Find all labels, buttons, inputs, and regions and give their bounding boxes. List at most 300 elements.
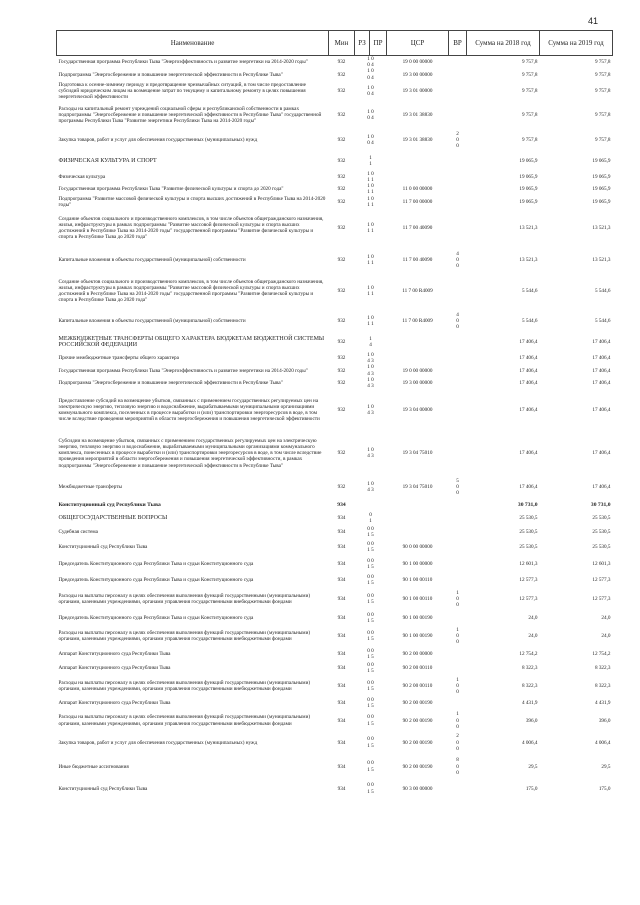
row-name: Подпрограмма "Развитие массовой физической культуры и спорта высших достижений в Республике Тыва на 2014-2020 годы" xyxy=(58,195,326,208)
table-row xyxy=(57,208,613,248)
row-csr xyxy=(387,525,449,539)
row-vr xyxy=(449,101,467,129)
row-min: 934 xyxy=(337,515,346,522)
header-sum-2018: Сумма на 2018 год xyxy=(467,31,540,56)
row-sum-2018: 12 577,3 xyxy=(519,577,538,584)
row-sum-2019: 24,0 xyxy=(601,633,611,640)
row-sum-2018: 5 544,6 xyxy=(521,287,538,294)
table-row xyxy=(57,732,613,754)
row-min: 932 xyxy=(337,287,346,294)
row-rzpr: 1 0 4 3 xyxy=(367,481,374,494)
row-name: Аппарат Конституционного суда Республики Тыва xyxy=(58,665,171,672)
row-min: 932 xyxy=(337,157,346,164)
row-rzpr: 1 0 0 4 xyxy=(367,133,374,146)
row-min: 934 xyxy=(337,651,346,658)
row-rzpr xyxy=(355,499,387,511)
row-sum-2018: 24,0 xyxy=(528,615,538,622)
row-csr xyxy=(387,511,449,525)
row-min: 934 xyxy=(337,615,346,622)
row-sum-2019: 9 757,8 xyxy=(594,87,611,94)
table-row xyxy=(57,780,613,798)
row-sum-2019: 17 406,4 xyxy=(592,407,611,414)
table-header-row xyxy=(57,31,613,56)
row-name: Расходы на выплаты персоналу в целях обеспечения выполнения функций государственными (муниципальными) органами, казенными учреждениями, органами управления государственными внебюджетными фондами xyxy=(58,680,311,693)
row-name: Создание объектов социального и производственного комплексов, в том числе объектов общегражданского назначения, жилья, инфраструктуры в рамках подпрограммы "Развитие массовой физической культуры и спорта высших достижений в Республике Тыва на 2014-2020 годы" государственной программы "Развитие физической культуры и спорта в Республике Тыва до 2020 года" xyxy=(58,215,324,241)
row-min: 934 xyxy=(337,561,346,568)
row-name: Субсидии на возмещение убытков, связанных с применением государственных регулируемых цен на электрическую энергию, тепловую энергию и водоснабжение, вырабатываемыми муниципальными организациями коммунального комплекса, понесенных в процессе выработки и (или) транспортировки энергоресурсов в воде, в том числе вследствие проведения мероприятий в области энергосбережения и повышения энергетической эффективности, в рамках подпрограммы "Энергосбережение и повышение энергетической эффективности в Республике Тыва" xyxy=(58,437,322,469)
row-name: Расходы на выплаты персоналу в целях обеспечения выполнения функций государственными (муниципальными) органами, казенными учреждениями, органами управления государственными внебюджетными фондами xyxy=(58,714,311,727)
row-sum-2019: 30 731,0 xyxy=(590,502,611,509)
row-vr: 4 0 0 xyxy=(456,311,459,331)
row-sum-2018: 9 757,8 xyxy=(521,136,538,143)
table-row xyxy=(57,587,613,611)
row-sum-2018: 25 530,5 xyxy=(519,529,538,536)
row-csr: 11 7 00 40090 xyxy=(402,224,433,231)
row-name: Председатель Конституционного суда Республики Тыва и судьи Конституционного суда xyxy=(58,561,254,568)
row-vr: 5 0 0 xyxy=(456,477,459,497)
row-sum-2018: 13 521,3 xyxy=(519,256,538,263)
row-name: ФИЗИЧЕСКАЯ КУЛЬТУРА И СПОРТ xyxy=(58,157,157,164)
header-csr: ЦСР xyxy=(387,31,449,56)
row-vr xyxy=(449,539,467,555)
row-rzpr: 0 1 xyxy=(369,512,372,525)
row-sum-2019: 396,0 xyxy=(598,717,611,724)
row-rzpr: 0 0 1 5 xyxy=(367,736,374,749)
row-sum-2019: 4 431,9 xyxy=(594,700,611,707)
row-vr xyxy=(449,431,467,475)
row-csr: 90 2 00 00190 xyxy=(402,739,433,746)
row-name: Предоставление субсидий на возмещение убытков, связанных с применением государственных регулируемых цен на электрическую энергию, тепловую энергию и водоснабжение, вырабатываемыми муниципальными организациями коммунального комплекса, поселенных в процессе выработки и (или) транспортировки энергоресурсов в воде, в том числе вследствие проведения мероприятий в области энергосбережения и повышения энергетической эффективности xyxy=(58,397,320,423)
row-sum-2018: 9 757,8 xyxy=(521,111,538,118)
row-sum-2019: 17 406,4 xyxy=(592,450,611,457)
row-csr xyxy=(387,499,449,511)
row-name: Государственная программа Республики Тыва "Энергоэффективность и развитие энергетики на 2014-2020 годы" xyxy=(58,59,308,66)
header-name: Наименование xyxy=(57,31,329,56)
row-csr: 19 3 00 00000 xyxy=(402,71,433,78)
row-name: Конституционный суд Республики Тыва xyxy=(58,785,148,792)
row-sum-2019: 4 006,4 xyxy=(594,739,611,746)
row-sum-2018: 12 577,3 xyxy=(519,596,538,603)
table-row xyxy=(57,171,613,183)
row-sum-2018: 9 757,8 xyxy=(521,87,538,94)
row-name: Межбюджетные трансферты xyxy=(58,484,123,491)
row-min: 932 xyxy=(337,407,346,414)
row-sum-2019: 25 530,5 xyxy=(592,515,611,522)
row-rzpr: 1 0 0 4 xyxy=(367,68,374,81)
row-csr: 90 2 00 00190 xyxy=(402,763,433,770)
row-sum-2018: 12 754,2 xyxy=(519,651,538,658)
table-row xyxy=(57,647,613,661)
table-row xyxy=(57,56,613,69)
row-sum-2018: 4 431,9 xyxy=(521,700,538,707)
row-vr: 4 0 0 xyxy=(456,250,459,270)
row-sum-2018: 8 322,3 xyxy=(521,683,538,690)
row-min: 934 xyxy=(337,763,346,770)
row-sum-2019: 17 406,4 xyxy=(592,484,611,491)
row-min: 934 xyxy=(337,683,346,690)
row-name: Аппарат Конституционного суда Республики Тыва xyxy=(58,651,171,658)
row-sum-2018: 9 757,8 xyxy=(521,71,538,78)
row-rzpr: 0 0 1 5 xyxy=(367,541,374,554)
row-min: 934 xyxy=(337,717,346,724)
row-min: 932 xyxy=(337,59,346,66)
row-csr: 11 7 00 40090 xyxy=(402,256,433,263)
row-rzpr: 1 0 1 1 xyxy=(367,195,374,208)
row-rzpr: 1 0 1 1 xyxy=(367,253,374,267)
table-row xyxy=(57,332,613,352)
row-csr: 90 1 00 00190 xyxy=(402,615,433,622)
row-sum-2018: 17 406,4 xyxy=(519,379,538,386)
row-rzpr: 0 0 1 5 xyxy=(367,593,374,606)
row-vr xyxy=(449,171,467,183)
table-row xyxy=(57,183,613,195)
table-row xyxy=(57,151,613,171)
row-csr xyxy=(387,171,449,183)
row-rzpr: 0 0 1 5 xyxy=(367,574,374,587)
row-sum-2018: 30 731,0 xyxy=(517,502,538,509)
row-sum-2018: 29,5 xyxy=(528,763,538,770)
table-row xyxy=(57,310,613,332)
row-sum-2018: 8 322,3 xyxy=(521,665,538,672)
row-name: Судебная система xyxy=(58,529,98,536)
row-vr xyxy=(449,208,467,248)
row-csr: 19 3 04 75010 xyxy=(402,450,433,457)
row-csr xyxy=(387,352,449,364)
row-sum-2019: 8 322,3 xyxy=(594,665,611,672)
row-csr: 90 1 00 00190 xyxy=(402,633,433,640)
header-vr: ВР xyxy=(449,31,467,56)
row-min: 932 xyxy=(337,71,346,78)
row-min: 932 xyxy=(337,338,346,345)
row-csr: 19 3 04 75010 xyxy=(402,484,433,491)
row-sum-2019: 8 322,3 xyxy=(594,683,611,690)
row-csr: 90 2 00 00190 xyxy=(402,717,433,724)
row-rzpr: 0 0 1 5 xyxy=(367,714,374,727)
row-csr: 90 1 00 00110 xyxy=(402,596,433,603)
row-vr xyxy=(449,780,467,798)
row-csr: 19 3 04 00000 xyxy=(402,407,433,414)
row-csr: 90 1 00 00110 xyxy=(402,577,433,584)
row-name: Капитальные вложения в объекты государственной (муниципальной) собственности xyxy=(58,256,246,263)
row-rzpr: 0 0 1 5 xyxy=(367,526,374,539)
row-vr: 2 0 0 xyxy=(456,733,459,752)
row-sum-2019: 12 601,3 xyxy=(592,561,611,568)
row-sum-2019: 12 577,3 xyxy=(592,596,611,603)
row-sum-2018: 17 406,4 xyxy=(519,407,538,414)
row-rzpr: 1 0 1 1 xyxy=(367,314,374,328)
row-vr xyxy=(449,499,467,511)
row-sum-2018: 25 530,5 xyxy=(519,515,538,522)
row-csr: 11 7 00 R4009 xyxy=(402,287,433,294)
row-min: 934 xyxy=(337,544,346,551)
row-sum-2019: 9 757,8 xyxy=(594,111,611,118)
row-sum-2019: 25 530,5 xyxy=(592,544,611,551)
row-csr: 11 0 00 00000 xyxy=(402,186,433,193)
header-sum-2019: Сумма на 2019 год xyxy=(540,31,613,56)
row-name: Конституционный суд Республики Тыва xyxy=(58,502,161,509)
row-min: 932 xyxy=(337,173,346,180)
row-vr xyxy=(449,697,467,709)
row-csr xyxy=(387,332,449,352)
row-min: 932 xyxy=(337,111,346,118)
row-sum-2018: 12 601,3 xyxy=(519,561,538,568)
row-vr xyxy=(449,196,467,208)
row-sum-2018: 17 406,4 xyxy=(519,484,538,491)
row-rzpr: 1 0 0 4 xyxy=(367,84,374,97)
row-vr xyxy=(449,272,467,310)
row-name: ОБЩЕГОСУДАРСТВЕННЫЕ ВОПРОСЫ xyxy=(58,515,168,522)
row-sum-2018: 19 065,9 xyxy=(519,186,538,193)
row-rzpr: 0 0 1 5 xyxy=(367,662,374,675)
table-row xyxy=(57,555,613,573)
row-sum-2018: 396,0 xyxy=(525,717,538,724)
row-vr xyxy=(449,573,467,587)
row-name: Государственная программа Республики Тыва "Энергоэффективность и развитие энергетики на 2014-2020 годы" xyxy=(58,367,308,374)
row-csr: 90 2 00 00000 xyxy=(402,651,433,658)
row-vr xyxy=(449,525,467,539)
row-min: 932 xyxy=(337,186,346,193)
row-vr xyxy=(449,68,467,80)
header-min: Мин xyxy=(329,31,355,56)
row-min: 934 xyxy=(337,502,346,509)
row-min: 934 xyxy=(337,665,346,672)
row-vr: 2 0 0 xyxy=(456,130,459,149)
row-min: 934 xyxy=(337,633,346,640)
row-sum-2019: 19 065,9 xyxy=(592,198,611,205)
row-csr: 19 0 00 00000 xyxy=(402,59,433,66)
row-rzpr: 1 1 xyxy=(369,154,372,167)
row-sum-2018: 17 406,4 xyxy=(519,450,538,457)
row-min: 934 xyxy=(337,529,346,536)
row-sum-2018: 17 406,4 xyxy=(519,367,538,374)
row-csr: 19 3 01 00000 xyxy=(402,87,433,94)
table-row xyxy=(57,697,613,709)
row-rzpr: 1 0 0 4 xyxy=(367,56,374,69)
row-vr xyxy=(449,352,467,364)
row-csr: 11 7 00 R4009 xyxy=(402,317,433,324)
row-sum-2018: 19 065,9 xyxy=(519,157,538,164)
row-sum-2018: 175,0 xyxy=(525,785,538,792)
row-min: 932 xyxy=(337,484,346,491)
row-sum-2019: 17 406,4 xyxy=(592,338,611,345)
row-min: 932 xyxy=(337,317,346,324)
page-number: 41 xyxy=(587,16,598,26)
row-csr xyxy=(387,151,449,171)
row-vr xyxy=(449,647,467,661)
row-sum-2019: 19 065,9 xyxy=(592,186,611,193)
row-rzpr: 1 0 4 3 xyxy=(367,352,374,365)
row-vr xyxy=(449,56,467,69)
row-vr xyxy=(449,389,467,431)
row-rzpr: 0 0 1 5 xyxy=(367,630,374,643)
row-vr xyxy=(449,511,467,525)
row-name: Закупка товаров, работ и услуг для обеспечения государственных (муниципальных) нужд xyxy=(58,136,258,143)
row-rzpr: 1 0 4 3 xyxy=(367,376,374,390)
row-sum-2018: 25 530,5 xyxy=(519,544,538,551)
row-vr: 1 0 0 xyxy=(456,626,459,646)
row-sum-2019: 17 406,4 xyxy=(592,355,611,362)
row-csr: 19 3 00 00000 xyxy=(402,379,433,386)
table-row xyxy=(57,499,613,511)
row-csr: 19 3 01 38830 xyxy=(402,111,433,118)
row-sum-2019: 17 406,4 xyxy=(592,379,611,386)
row-rzpr: 1 0 1 1 xyxy=(367,183,374,196)
table-row xyxy=(57,573,613,587)
row-min: 932 xyxy=(337,379,346,386)
row-sum-2018: 17 406,4 xyxy=(519,338,538,345)
row-sum-2019: 9 757,8 xyxy=(594,136,611,143)
table-row xyxy=(57,248,613,272)
row-sum-2018: 13 521,3 xyxy=(519,224,538,231)
row-rzpr: 1 0 4 3 xyxy=(367,447,374,460)
row-name: Расходы на выплаты персоналу в целях обеспечения выполнения функций государственными (муниципальными) органами, казенными учреждениями, органами управления государственными внебюджетными фондами xyxy=(58,593,311,606)
header-pr: ПР xyxy=(370,31,387,56)
row-rzpr: 0 0 1 5 xyxy=(367,782,374,795)
table-body xyxy=(57,56,613,798)
row-csr: 11 7 00 00000 xyxy=(402,198,433,205)
row-sum-2019: 17 406,4 xyxy=(592,367,611,374)
row-sum-2018: 9 757,8 xyxy=(521,59,538,66)
row-min: 932 xyxy=(337,256,346,263)
row-sum-2019: 13 521,3 xyxy=(592,224,611,231)
row-sum-2019: 12 577,3 xyxy=(592,577,611,584)
row-sum-2019: 19 065,9 xyxy=(592,157,611,164)
table-row xyxy=(57,431,613,475)
row-vr: 1 0 0 xyxy=(456,711,459,730)
row-name: Государственная программа Республики Тыва "Развитие физической культуры и спорта до 2020 года" xyxy=(58,186,284,193)
row-rzpr: 0 0 1 5 xyxy=(367,558,374,571)
row-min: 932 xyxy=(337,224,346,231)
row-sum-2018: 19 065,9 xyxy=(519,198,538,205)
row-min: 932 xyxy=(337,136,346,143)
row-min: 934 xyxy=(337,785,346,792)
table-row xyxy=(57,475,613,499)
row-min: 934 xyxy=(337,739,346,746)
row-rzpr: 1 0 4 3 xyxy=(367,364,374,377)
row-sum-2019: 175,0 xyxy=(598,785,611,792)
table-row xyxy=(57,675,613,697)
row-sum-2019: 25 530,5 xyxy=(592,529,611,536)
row-name: МЕЖБЮДЖЕТНЫЕ ТРАНСФЕРТЫ ОБЩЕГО ХАРАКТЕРА БЮДЖЕТАМ БЮДЖЕТНОЙ СИСТЕМЫ РОССИЙСКОЙ ФЕДЕРАЦИИ xyxy=(58,335,325,349)
row-vr xyxy=(449,364,467,376)
row-vr xyxy=(449,661,467,675)
row-sum-2019: 9 757,8 xyxy=(594,71,611,78)
row-rzpr: 1 0 1 1 xyxy=(367,284,374,298)
table-row xyxy=(57,710,613,732)
row-rzpr: 0 0 1 5 xyxy=(367,680,374,693)
row-name: Подпрограмма "Энергосбережение и повышение энергетической эффективности в Республике Тыва" xyxy=(58,379,283,386)
row-rzpr: 0 0 1 5 xyxy=(367,760,374,773)
table-row xyxy=(57,611,613,625)
row-name: Конституционный суд Республики Тыва xyxy=(58,544,148,551)
row-sum-2019: 5 544,6 xyxy=(594,317,611,324)
row-sum-2019: 5 544,6 xyxy=(594,287,611,294)
row-name: Капитальные вложения в объекты государственной (муниципальной) собственности xyxy=(58,317,246,324)
row-name: Закупка товаров, работ и услуг для обеспечения государственных (муниципальных) нужд xyxy=(58,739,258,746)
row-name: Расходы на выплаты персоналу в целях обеспечения выполнения функций государственными (муниципальными) органами, казенными учреждениями, органами управления государственными внебюджетными фондами xyxy=(58,630,311,643)
table-row xyxy=(57,272,613,310)
row-sum-2019: 12 754,2 xyxy=(592,651,611,658)
row-min: 932 xyxy=(337,450,346,457)
row-rzpr: 1 0 1 1 xyxy=(367,221,374,235)
row-sum-2019: 9 757,8 xyxy=(594,59,611,66)
row-min: 934 xyxy=(337,700,346,707)
row-min: 932 xyxy=(337,198,346,205)
table-row xyxy=(57,377,613,389)
row-sum-2019: 13 521,3 xyxy=(592,256,611,263)
row-sum-2018: 24,0 xyxy=(528,633,538,640)
table-row xyxy=(57,68,613,80)
row-vr: 8 0 0 xyxy=(456,757,459,776)
row-name: Иные бюджетные ассигнования xyxy=(58,763,129,770)
table-row xyxy=(57,196,613,208)
table-row xyxy=(57,81,613,101)
table-row xyxy=(57,525,613,539)
table-row xyxy=(57,101,613,129)
row-name: Председатель Конституционного суда Республики Тыва и судьи Конституционного суда xyxy=(58,615,254,622)
row-rzpr: 1 4 xyxy=(369,335,372,349)
table-row xyxy=(57,364,613,376)
row-min: 932 xyxy=(337,87,346,94)
row-min: 934 xyxy=(337,577,346,584)
row-vr: 1 0 0 xyxy=(456,589,459,609)
table-row xyxy=(57,754,613,780)
table-row xyxy=(57,129,613,151)
table-row xyxy=(57,539,613,555)
row-sum-2018: 19 065,9 xyxy=(519,173,538,180)
table-row xyxy=(57,352,613,364)
row-name: Прочие межбюджетные трансферты общего характера xyxy=(58,355,179,362)
row-sum-2018: 4 006,4 xyxy=(521,739,538,746)
row-name: Физическая культура xyxy=(58,173,106,180)
row-csr: 90 2 00 00110 xyxy=(402,665,433,672)
row-vr xyxy=(449,611,467,625)
row-vr xyxy=(449,377,467,389)
row-csr: 90 0 00 00000 xyxy=(402,544,433,551)
row-vr xyxy=(449,332,467,352)
row-name: Подготовка к осенне-зимнему периоду и предотвращение чрезвычайных ситуаций, в том числе предоставление субсидий юридическим лицам на возмещение затрат по текущему и капитальному ремонту в целях повышения энергетической эффективности xyxy=(58,81,306,100)
row-csr: 90 2 00 00190 xyxy=(402,700,433,707)
table-row xyxy=(57,661,613,675)
row-vr xyxy=(449,555,467,573)
row-vr xyxy=(449,183,467,195)
row-min: 932 xyxy=(337,367,346,374)
table-row xyxy=(57,389,613,431)
table-row xyxy=(57,625,613,647)
row-name: Создание объектов социального и производственного комплексов, в том числе объектов общегражданского назначения, жилья, инфраструктуры в рамках подпрограммы "Развитие массовой физической культуры и спорта высших достижений в Республике Тыва на 2014-2020 годы" государственной программы "Развитие физической культуры и спорта в Республике Тыва до 2020 года" xyxy=(58,278,324,304)
header-rz: РЗ xyxy=(355,31,370,56)
row-vr xyxy=(449,81,467,101)
budget-table xyxy=(56,30,613,798)
row-csr: 90 1 00 00000 xyxy=(402,561,433,568)
row-sum-2018: 5 544,6 xyxy=(521,317,538,324)
row-min: 934 xyxy=(337,596,346,603)
row-name: Председатель Конституционного суда Республики Тыва и судьи Конституционного суда xyxy=(58,577,254,584)
row-rzpr: 0 0 1 5 xyxy=(367,697,374,710)
row-sum-2019: 19 065,9 xyxy=(592,173,611,180)
row-sum-2019: 29,5 xyxy=(601,763,611,770)
row-rzpr: 1 0 1 1 xyxy=(367,170,374,184)
row-min: 932 xyxy=(337,355,346,362)
row-name: Аппарат Конституционного суда Республики Тыва xyxy=(58,700,171,707)
row-csr: 19 3 01 38830 xyxy=(402,136,433,143)
row-vr: 1 0 0 xyxy=(456,676,459,696)
row-csr: 19 0 00 00000 xyxy=(402,367,433,374)
table-row xyxy=(57,511,613,525)
row-rzpr: 0 0 1 5 xyxy=(367,648,374,661)
row-csr: 90 2 00 00110 xyxy=(402,683,433,690)
row-rzpr: 0 0 1 5 xyxy=(367,612,374,625)
